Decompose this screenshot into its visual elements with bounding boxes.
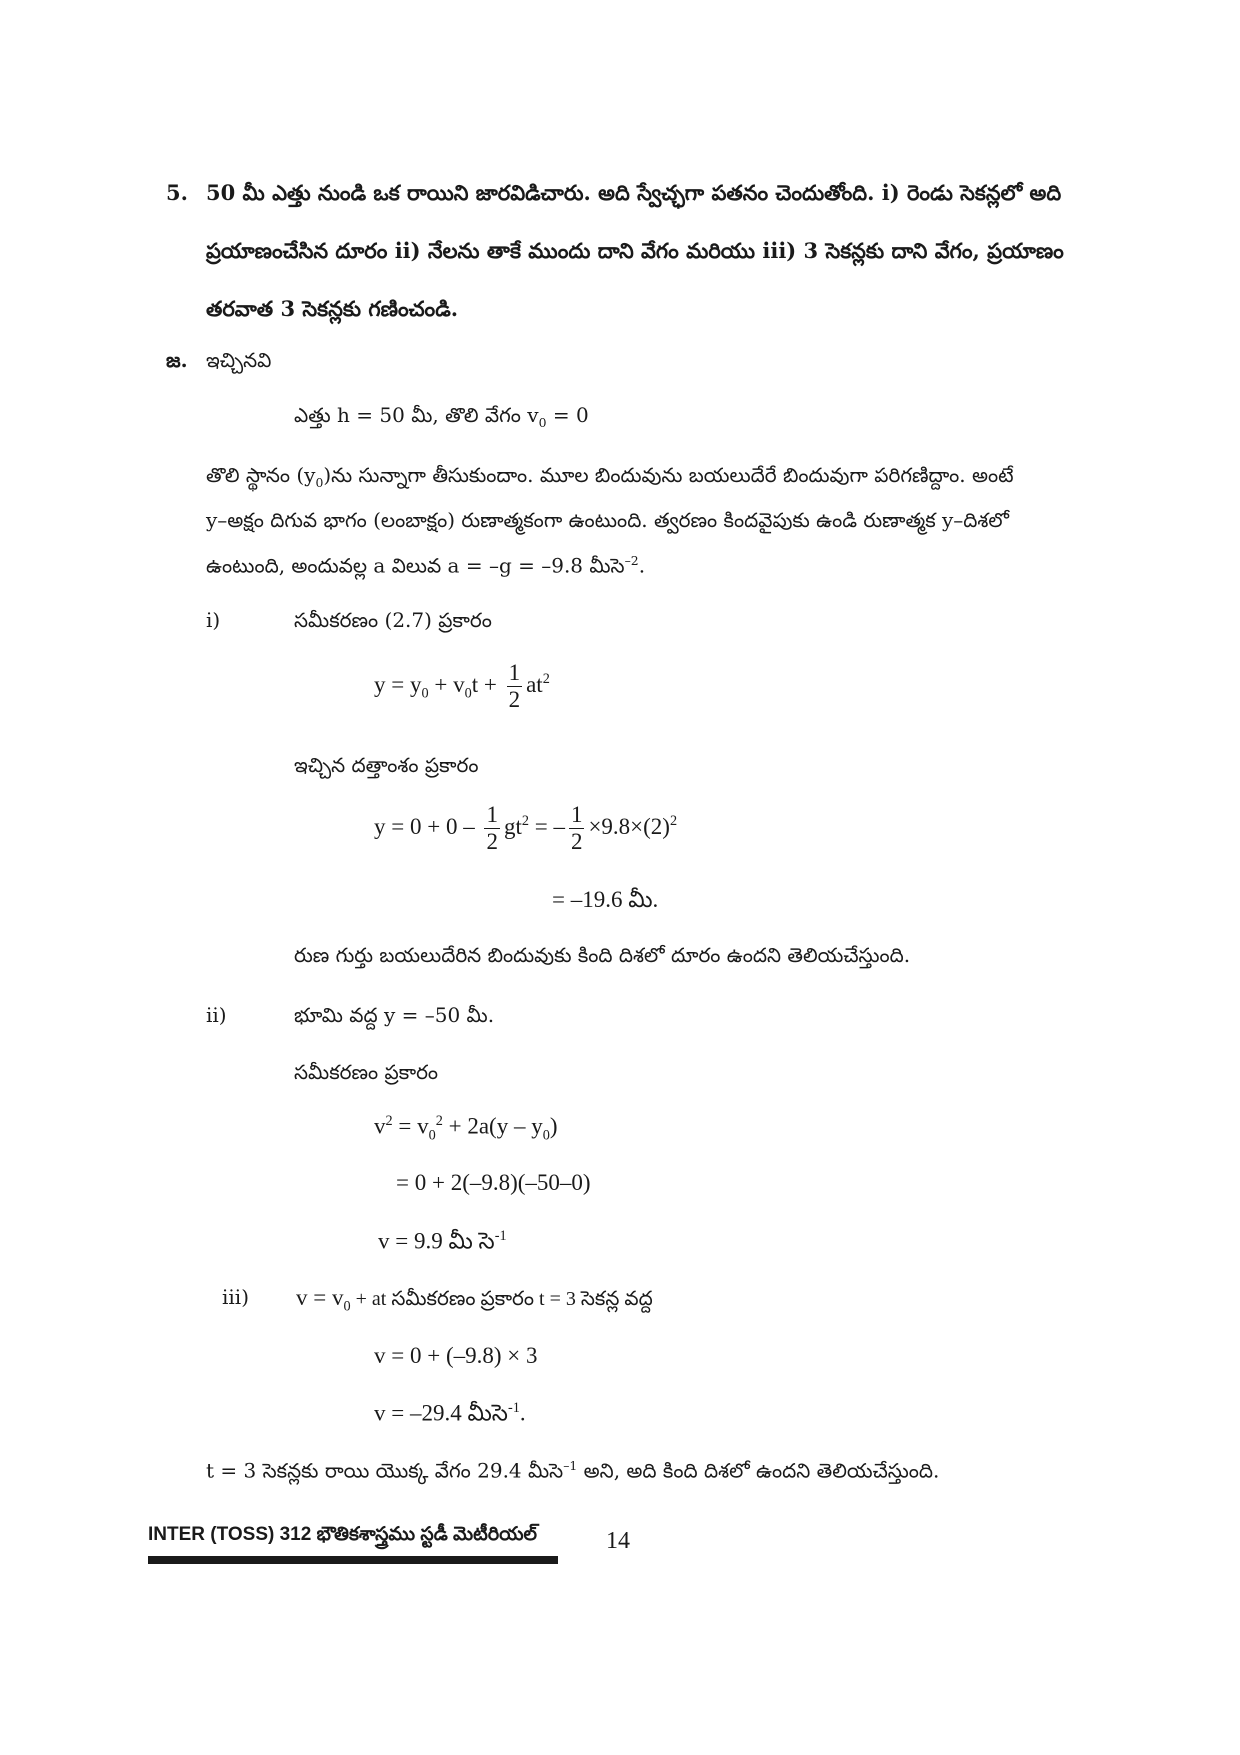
given-heading: ఇచ్చినవి	[206, 348, 272, 372]
answer-label: జ.	[166, 348, 188, 372]
problem-line-1: 50 మీ ఎత్తు నుండి ఒక రాయిని జారవిడిచారు. అది స్వేచ్ఛగా పతనం చెందుతోంది. i) రెండు సెకన్లలో అది	[206, 180, 1062, 205]
fraction-half-2: $\frac{1}{2}$	[570, 802, 583, 854]
problem-number: 5.	[166, 180, 188, 205]
part-iii-marker: iii)	[222, 1285, 249, 1309]
equation-velocity-substitution: = 0 + 2(–9.8)(–50–0)	[396, 1170, 591, 1195]
fraction-half-1: $\frac{1}{2}$	[486, 802, 498, 854]
page-number: 14	[606, 1528, 630, 1554]
part-ii-marker: ii)	[206, 1003, 227, 1027]
problem-line-2: ప్రయాణంచేసిన దూరం ii) నేలను తాకే ముందు దాని వేగం మరియు iii) 3 సెకన్లకు దాని వేగం, ప్రయాణం	[206, 238, 1064, 263]
part-i-marker: i)	[206, 608, 221, 632]
part-ii-heading: సమీకరణం ప్రకారం	[294, 1060, 439, 1084]
equation-velocity-at-3s-result: v = –29.4 మీసె$^{-1}$.	[374, 1400, 526, 1426]
negative-sign-note: రుణ గుర్తు బయలుదేరిన బిందువుకు కింది దిశలో దూరం ఉందని తెలియచేస్తుంది.	[294, 943, 911, 967]
part-i-heading: సమీకరణం (2.7) ప్రకారం	[294, 608, 492, 632]
equation-substitution: y = 0 + 0 – $\frac{1}{2}$ $gt^2$ = – $\frac{1}{2}$ $\times 9.8\times(2)^2$	[374, 802, 678, 854]
given-values: ఎత్తు h = 50 మీ, తొలి వేగం $v_0 = 0$	[294, 403, 589, 430]
fraction-half: $\frac{1}{2}$	[508, 660, 521, 712]
footer-rule	[148, 1556, 558, 1564]
paragraph-line-2: y–అక్షం దిగువ భాగం (లంబాక్షం) రుణాత్మకంగా ఉంటుంది. త్వరణం కిందవైపుకు ఉండి రుణాత్మక y–దిశలో	[206, 508, 1009, 532]
problem-line-3: తరవాత 3 సెకన్లకు గణించండి.	[206, 296, 459, 321]
data-heading: ఇచ్చిన దత్తాంశం ప్రకారం	[294, 753, 479, 777]
ground-position: భూమి వద్ద y = –50 మీ.	[294, 1003, 495, 1027]
paragraph-line-1: తొలి స్థానం $(y_0)ను$ సున్నాగా తీసుకుందాం. మూల బిందువును బయలుదేరే బిందువుగా పరిగణిద్దాం. అంటే	[206, 463, 1014, 490]
velocity-equation-heading: $v = v_0$ + at సమీకరణం ప్రకారం t = 3 సెకన్ల వద్ద	[296, 1285, 653, 1315]
footer-title: INTER (TOSS) 312 భౌతికశాస్త్రము స్టడీ మెటీరియల్	[148, 1524, 537, 1545]
equation-velocity-squared: $v^2 = v_0^2 + 2a(y - y_0)$	[374, 1113, 558, 1144]
paragraph-line-3: ఉంటుంది, అందువల్ల a విలువ a = –g = –9.8 మీసె$^{-2}$.	[206, 553, 646, 578]
equation-velocity-at-3s: v = 0 + (–9.8) × 3	[374, 1343, 538, 1368]
equation-displacement: $y = y_0 + v_0t$ + $\frac{1}{2}$ $at^2$	[374, 660, 550, 712]
equation-result-distance: = –19.6 మీ.	[552, 887, 659, 912]
conclusion: t = 3 సెకన్లకు రాయి యొక్క వేగం 29.4 మీసె$^{-1}$ అని, అది కింది దిశలో ఉందని తెలియచేస్తుంది.	[206, 1458, 940, 1483]
equation-velocity-result: v = 9.9 మీ సె$^{-1}$	[378, 1228, 507, 1254]
